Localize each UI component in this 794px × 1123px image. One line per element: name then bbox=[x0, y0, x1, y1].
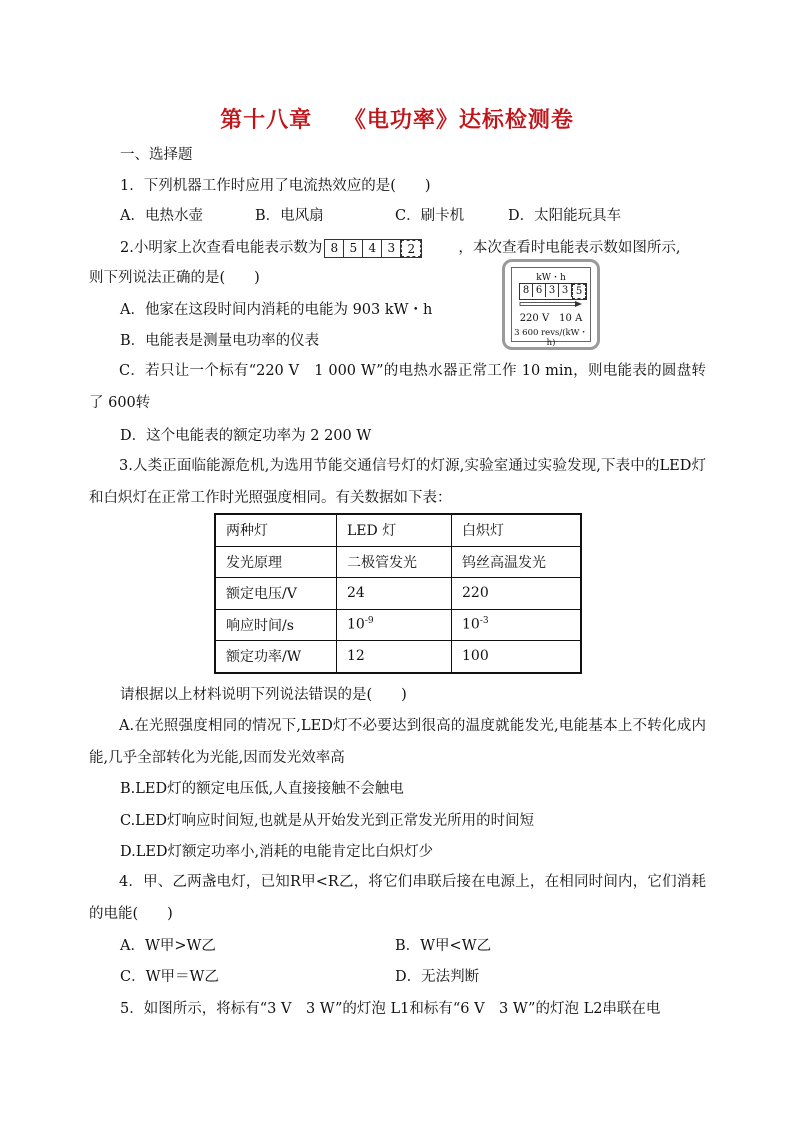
page-title: 第十八章 《电功率》达标检测卷 bbox=[220, 107, 574, 133]
q4-option-b: B．W甲<W乙 bbox=[395, 938, 492, 954]
q1-option-c: C．刷卡机 bbox=[395, 208, 465, 224]
q4-option-c: C．W甲＝W乙 bbox=[120, 969, 219, 985]
section-heading: 一、选择题 bbox=[120, 147, 193, 163]
q4-option-d: D．无法判断 bbox=[395, 969, 480, 985]
meter-unit: kW・h bbox=[536, 273, 566, 283]
electric-meter-figure bbox=[502, 259, 600, 350]
q1-option-b: B．电风扇 bbox=[255, 208, 324, 224]
q2-option-a: A．他家在这段时间内消耗的电能为 903 kW・h bbox=[120, 302, 433, 318]
table-row: 两种灯 LED 灯 白炽灯 bbox=[215, 514, 581, 546]
q1-option-a: A．电热水壶 bbox=[120, 208, 203, 224]
q2-stem-line2: 则下列说法正确的是( ) bbox=[89, 270, 260, 286]
q2-stem-post: ，本次查看时电能表示数如图所示, bbox=[458, 240, 681, 256]
table-row: 额定电压/V 24 220 bbox=[215, 578, 581, 610]
q3-ask: 请根据以上材料说明下列说法错误的是( ) bbox=[120, 687, 407, 703]
q1-option-d: D．太阳能玩具车 bbox=[508, 208, 622, 224]
meter-digits: 8 6 3 3 5 bbox=[519, 283, 587, 300]
q2-option-d: D．这个电能表的额定功率为 2 200 W bbox=[120, 428, 372, 444]
previous-meter-reading: 8 5 4 3 2 bbox=[324, 239, 422, 258]
q1-stem: 1．下列机器工作时应用了电流热效应的是( ) bbox=[120, 178, 431, 194]
q2-stem-line1 bbox=[120, 238, 680, 258]
q2-stem-pre: 2.小明家上次查看电能表示数为 bbox=[120, 240, 323, 256]
q4-option-a: A．W甲>W乙 bbox=[120, 938, 216, 954]
lamp-comparison-table bbox=[214, 513, 582, 674]
table-row: 发光原理 二极管发光 钨丝高温发光 bbox=[215, 546, 581, 578]
q3-stem: 3.人类正面临能源危机,为选用节能交通信号灯的灯源,实验室通过实验发现,下表中的LED灯和白炽灯在正常工作时光照强度相同。有关数据如下表： bbox=[89, 458, 706, 506]
table-row: 额定功率/W 12 100 bbox=[215, 641, 581, 673]
meter-rate: 3 600 revs/(kW・h) bbox=[514, 328, 588, 348]
q5-stem: 5．如图所示，将标有“3 V 3 W”的灯泡 L1和标有“6 V 3 W”的灯泡 L2串联在电 bbox=[120, 1001, 661, 1017]
q2-option-c: C．若只让一个标有“220 V 1 000 W”的电热水器正常工作 10 min，则电能表的圆盘转了 600转 bbox=[89, 363, 706, 411]
q4-stem: 4．甲、乙两盏电灯，已知R甲<R乙，将它们串联后接在电源上，在相同时间内，它们消耗的电能( ) bbox=[89, 874, 706, 922]
q3-option-d: D.LED灯额定功率小,消耗的电能肯定比白炽灯少 bbox=[120, 844, 434, 860]
q3-option-b: B.LED灯的额定电压低,人直接接触不会触电 bbox=[120, 781, 404, 797]
meter-disc-arrow-icon bbox=[519, 301, 583, 307]
meter-spec: 220 V 10 A bbox=[519, 313, 583, 324]
q3-option-a: A.在光照强度相同的情况下,LED灯不必要达到很高的温度就能发光,电能基本上不转化成内能,几乎全部转化为光能,因而发光效率高 bbox=[89, 718, 706, 766]
q2-option-b: B．电能表是测量电功率的仪表 bbox=[120, 333, 320, 349]
table-row: 响应时间/s $10^{-9}$ $10^{-3}$ bbox=[215, 609, 581, 641]
q3-option-c: C.LED灯响应时间短,也就是从开始发光到正常发光所用的时间短 bbox=[120, 813, 535, 829]
